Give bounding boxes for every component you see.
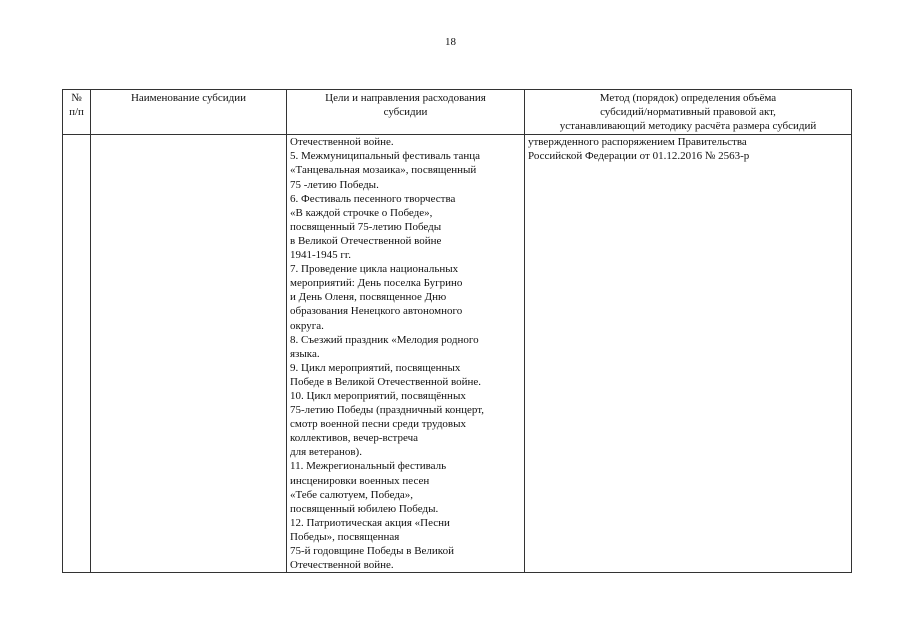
purposes-line: Победы», посвященная	[290, 530, 400, 543]
header-number-line: №	[71, 92, 82, 104]
purposes-line: языка.	[290, 347, 320, 360]
purposes-line: 11. Межрегиональный фестиваль	[290, 460, 447, 473]
purposes-line: в Великой Отечественной войне	[290, 234, 442, 247]
purposes-line: 75-летию Победы (праздничный концерт,	[290, 404, 484, 417]
purposes-line: Отечественной войне.	[290, 559, 394, 572]
method-line: утвержденного распоряжением Правительства	[528, 136, 747, 149]
purposes-line: «Тебе салютуем, Победа»,	[290, 488, 414, 501]
header-number	[63, 90, 91, 135]
purposes-line: Победе в Великой Отечественной войне.	[290, 375, 482, 388]
subsidy-table	[62, 89, 852, 573]
header-name	[91, 90, 287, 135]
purposes-line: посвященный 75-летию Победы	[290, 220, 442, 233]
purposes-line: 1941-1945 гг.	[290, 249, 351, 262]
cell-method	[525, 135, 852, 573]
cell-number	[63, 135, 91, 573]
purposes-line: «В каждой строчке о Победе»,	[290, 206, 433, 219]
purposes-line: 6. Фестиваль песенного творчества	[290, 192, 456, 205]
page-number: 18	[445, 36, 456, 48]
purposes-line: 5. Межмуниципальный фестиваль танца	[290, 150, 481, 163]
table-header-row	[63, 90, 852, 135]
purposes-line: образования Ненецкого автономного	[290, 305, 463, 318]
purposes-line: для ветеранов).	[290, 446, 362, 459]
cell-name	[91, 135, 287, 573]
cell-purposes	[287, 135, 525, 573]
header-purposes	[287, 90, 525, 135]
header-name-line: Наименование субсидии	[130, 92, 247, 104]
purposes-line: 9. Цикл мероприятий, посвященных	[290, 361, 461, 374]
purposes-line: мероприятий: День поселка Бугрино	[290, 277, 463, 290]
purposes-line: 7. Проведение цикла национальных	[290, 263, 459, 276]
purposes-line: 12. Патриотическая акция «Песни	[290, 516, 450, 529]
purposes-line: посвященный юбилею Победы.	[290, 502, 439, 515]
purposes-line: 75 -летию Победы.	[290, 178, 379, 191]
purposes-line: 10. Цикл мероприятий, посвящённых	[290, 389, 466, 402]
purposes-line: 75-й годовщине Победы в Великой	[290, 545, 454, 557]
header-purposes-line: субсидии	[383, 106, 428, 119]
purposes-line: инсценировки военных песен	[290, 474, 430, 487]
header-method-line: устанавливающий методику расчёта размера субсидий	[559, 120, 817, 133]
header-number-line: п/п	[69, 106, 84, 119]
purposes-line: и День Оленя, посвященное Дню	[290, 291, 447, 304]
purposes-line: смотр военной песни среди трудовых	[290, 418, 467, 431]
purposes-line: Отечественной войне.	[290, 136, 394, 149]
method-line: Российской Федерации от 01.12.2016 № 2563-р	[528, 150, 750, 163]
header-method-line: Метод (порядок) определения объёма	[599, 92, 777, 104]
purposes-line: 8. Съезжий праздник «Мелодия родного	[290, 333, 479, 346]
purposes-line: «Танцевальная мозаика», посвященный	[290, 164, 477, 177]
purposes-line: коллективов, вечер-встреча	[290, 432, 418, 445]
header-method	[525, 90, 852, 135]
header-purposes-line: Цели и направления расходования	[325, 92, 486, 104]
table-row	[63, 135, 852, 573]
header-method-line: субсидий/нормативный правовой акт,	[600, 106, 776, 119]
purposes-line: округа.	[290, 319, 324, 332]
